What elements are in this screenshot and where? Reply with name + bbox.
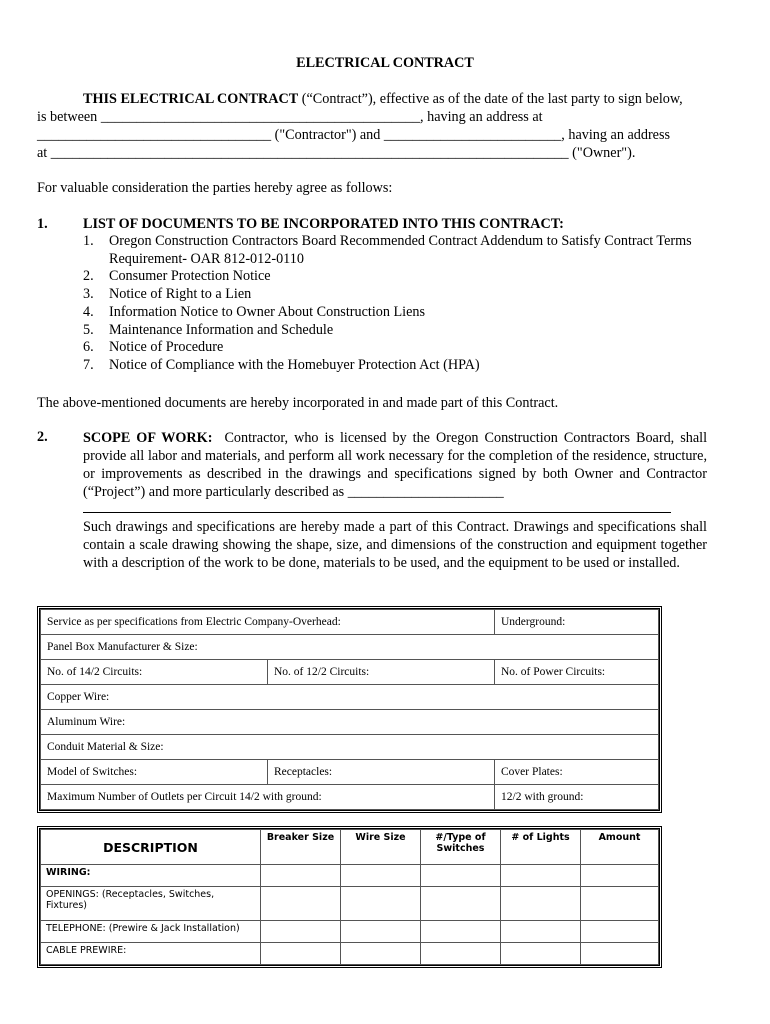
list-item-text: Consumer Protection Notice [109,268,271,285]
copper-wire-cell[interactable]: Copper Wire: [41,685,659,710]
table-cell[interactable] [501,943,581,965]
description-header: DESCRIPTION [41,830,261,865]
aluminum-wire-cell[interactable]: Aluminum Wire: [41,710,659,735]
list-item-text: Notice of Right to a Lien [109,286,252,303]
receptacles-cell[interactable]: Receptacles: [268,760,495,785]
table-cell[interactable] [261,865,341,887]
list-item-text: Notice of Procedure [109,339,224,356]
intro-lead: THIS ELECTRICAL CONTRACT [83,91,299,107]
table-row [41,685,659,710]
table-row [41,865,659,887]
list-item: 5. Maintenance Information and Schedule [83,321,334,338]
document-title: ELECTRICAL CONTRACT [296,55,474,71]
scope-body: Contractor, who is licensed by the Oregon Construction Contractors Board, shall provide all labor and materials, and perform all work necessary for the completion of the residence, structure, or improvements as described in the drawings and specifications signed by both Owner and Contractor (“Project”) and more particularly described as ______________________ [83,430,708,500]
table-cell[interactable] [501,921,581,943]
wire-size-header: Wire Size [341,830,421,865]
intro-line-1 [37,90,737,108]
table-header-row [41,830,659,865]
description-table [37,826,662,968]
conduit-cell[interactable]: Conduit Material & Size: [41,735,659,760]
intro-line-3: _________________________________ ("Contractor") and _________________________, having an address [37,127,671,143]
list-item: 6. Notice of Procedure [83,339,224,356]
list-item: 3. Notice of Right to a Lien [83,286,252,303]
table-row [41,760,659,785]
table-row [41,610,659,635]
cable-prewire-label: CABLE PREWIRE: [41,943,261,965]
underground-cell[interactable]: Underground: [495,610,659,635]
table-cell[interactable] [501,887,581,921]
table-cell[interactable] [421,943,501,965]
ground-12-cell[interactable]: 12/2 with ground: [495,785,659,810]
table-row [41,710,659,735]
circuits-14-cell[interactable]: No. of 14/2 Circuits: [41,660,268,685]
intro-line-1-rest: (“Contract”), effective as of the date of the last party to sign below, [298,91,683,107]
panel-box-cell[interactable]: Panel Box Manufacturer & Size: [41,635,659,660]
table-cell[interactable] [581,943,659,965]
table-cell[interactable] [581,921,659,943]
cover-plates-cell[interactable]: Cover Plates: [495,760,659,785]
breaker-size-header: Breaker Size [261,830,341,865]
section-1-number: 1. [37,216,48,232]
max-outlets-cell[interactable]: Maximum Number of Outlets per Circuit 14/2 with ground: [41,785,495,810]
openings-label: OPENINGS: (Receptacles, Switches, Fixtures) [41,887,261,921]
table-cell[interactable] [421,887,501,921]
table-cell[interactable] [501,865,581,887]
telephone-label: TELEPHONE: (Prewire & Jack Installation) [41,921,261,943]
list-item-text: Maintenance Information and Schedule [109,321,334,338]
lights-header: # of Lights [501,830,581,865]
table-row [41,887,659,921]
list-item-text: Information Notice to Owner About Construction Liens [109,303,426,320]
service-cell[interactable]: Service as per specifications from Electric Company-Overhead: [41,610,495,635]
amount-header: Amount [581,830,659,865]
table-cell[interactable] [341,887,421,921]
scope-of-work-text [83,429,707,501]
table-cell[interactable] [581,865,659,887]
circuits-12-cell[interactable]: No. of 12/2 Circuits: [268,660,495,685]
list-item: 4. Information Notice to Owner About Construction Liens [83,303,426,320]
list-item: 1. Oregon Construction Contractors Board Recommended Contract Addendum to Satisfy Contract Terms Requirement- OAR 812-012-0110 [83,233,692,267]
project-description-line[interactable] [83,512,671,513]
table-cell[interactable] [421,921,501,943]
table-row [41,921,659,943]
intro-line-2: is between _____________________________________________, having an address at [37,109,543,125]
table-row [41,635,659,660]
table-cell[interactable] [261,943,341,965]
intro-line-4: at _________________________________________________________________________ ("Owner"). [37,145,636,161]
document-list [83,233,743,375]
list-item: 7. Notice of Compliance with the Homebuyer Protection Act (HPA) [83,356,480,373]
electrical-spec-table [37,606,662,813]
wiring-label: WIRING: [41,865,261,887]
table-cell[interactable] [341,921,421,943]
documents-incorporated-text: The above-mentioned documents are hereby incorporated in and made part of this Contract. [37,395,559,411]
switches-cell[interactable]: Model of Switches: [41,760,268,785]
table-row [41,735,659,760]
drawings-text: Such drawings and specifications are hereby made a part of this Contract. Drawings and specifications shall contain a scale drawing showing the shape, size, and dimensions of the construction and equipment together with a description of the work to be done, materials to be used, and the equipment to be used or installed. [83,519,707,571]
table-cell[interactable] [261,887,341,921]
section-2-number: 2. [37,429,48,445]
table-cell[interactable] [421,865,501,887]
switches-header: #/Type of Switches [421,830,501,865]
list-item-text: Oregon Construction Contractors Board Recommended Contract Addendum to Satisfy Contract Terms Requirement- OAR 812-012-0110 [109,233,692,267]
power-circuits-cell[interactable]: No. of Power Circuits: [495,660,659,685]
table-cell[interactable] [341,943,421,965]
section-1-title: LIST OF DOCUMENTS TO BE INCORPORATED INTO THIS CONTRACT: [83,216,564,232]
list-item: 2. Consumer Protection Notice [83,268,271,285]
table-row [41,785,659,810]
table-cell[interactable] [581,887,659,921]
table-cell[interactable] [341,865,421,887]
table-cell[interactable] [261,921,341,943]
section-2-title: SCOPE OF WORK: [83,430,213,446]
table-row [41,943,659,965]
list-item-text: Notice of Compliance with the Homebuyer Protection Act (HPA) [109,356,480,373]
consideration-text: For valuable consideration the parties hereby agree as follows: [37,180,393,196]
table-row [41,660,659,685]
